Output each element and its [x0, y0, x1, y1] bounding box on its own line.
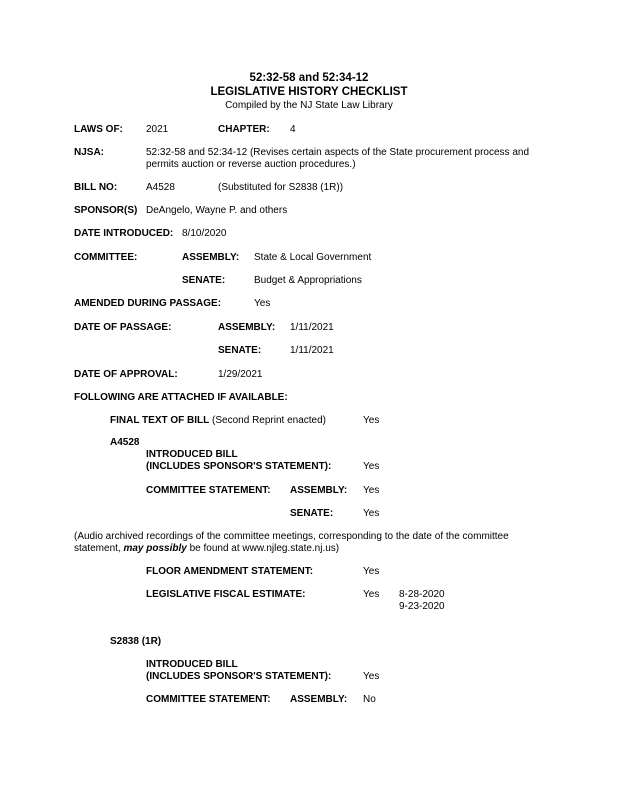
committee-assembly-label: ASSEMBLY:: [182, 252, 240, 263]
floor-amendment-value: Yes: [363, 566, 380, 577]
bill-no-note: (Substituted for S2838 (1R)): [218, 182, 344, 193]
bill-no-label: BILL NO:: [74, 182, 118, 193]
final-text-label: FINAL TEXT OF BILL: [110, 415, 210, 426]
date-introduced-label: DATE INTRODUCED:: [74, 228, 174, 239]
a4528-assembly-value: Yes: [363, 485, 380, 496]
a4528-committee-label: COMMITTEE STATEMENT:: [146, 485, 271, 496]
amended-label: AMENDED DURING PASSAGE:: [74, 298, 222, 309]
approval-label: DATE OF APPROVAL:: [74, 369, 178, 380]
document-subtitle-checklist: LEGISLATIVE HISTORY CHECKLIST: [210, 86, 408, 98]
fiscal-estimate-date1: 8-28-2020: [399, 589, 445, 600]
document-title: 52:32-58 and 52:34-12: [249, 72, 369, 84]
amended-value: Yes: [254, 298, 271, 309]
compiled-by: Compiled by the NJ State Law Library: [225, 100, 393, 111]
floor-amendment-label: FLOOR AMENDMENT STATEMENT:: [146, 566, 314, 577]
audio-note-line2: [74, 543, 339, 555]
s2838-introduced-value: Yes: [363, 671, 380, 682]
a4528-assembly-label: ASSEMBLY:: [290, 485, 348, 496]
passage-assembly-value: 1/11/2021: [290, 322, 334, 333]
a4528-senate-value: Yes: [363, 508, 380, 519]
committee-senate-label: SENATE:: [182, 275, 226, 286]
laws-of-label: LAWS OF:: [74, 124, 123, 135]
passage-senate-label: SENATE:: [218, 345, 262, 356]
final-text-value: Yes: [363, 415, 380, 426]
date-introduced-value: 8/10/2020: [182, 228, 227, 239]
s2838-committee-label: COMMITTEE STATEMENT:: [146, 694, 271, 705]
passage-senate-value: 1/11/2021: [290, 345, 334, 356]
njsa-label: NJSA:: [74, 147, 105, 158]
a4528-introduced-line1: INTRODUCED BILL: [146, 449, 238, 460]
audio-post: be found at www.njleg.state.nj.us): [186, 543, 340, 554]
final-text-line: [110, 415, 326, 427]
bill-no-value: A4528: [146, 182, 175, 193]
passage-label: DATE OF PASSAGE:: [74, 322, 172, 333]
committee-label: COMMITTEE:: [74, 252, 138, 263]
final-text-note: (Second Reprint enacted): [209, 415, 326, 426]
fiscal-estimate-value: Yes: [363, 589, 380, 600]
s2838-heading: S2838 (1R): [110, 636, 162, 647]
fiscal-estimate-date2: 9-23-2020: [399, 601, 445, 612]
chapter-label: CHAPTER:: [218, 124, 270, 135]
s2838-assembly-value: No: [363, 694, 376, 705]
committee-senate-value: Budget & Appropriations: [254, 275, 362, 286]
audio-emphasis: may possibly: [123, 543, 187, 554]
fiscal-estimate-label: LEGISLATIVE FISCAL ESTIMATE:: [146, 589, 306, 600]
chapter-value: 4: [290, 124, 296, 135]
s2838-introduced-line2: (INCLUDES SPONSOR'S STATEMENT):: [146, 671, 332, 682]
a4528-introduced-line2: (INCLUDES SPONSOR'S STATEMENT):: [146, 461, 332, 472]
audio-note-line1: (Audio archived recordings of the committee meetings, corresponding to the date of the committee: [74, 531, 509, 542]
njsa-line1: 52:32-58 and 52:34-12 (Revises certain aspects of the State procurement process and: [146, 147, 530, 158]
audio-pre: statement,: [74, 543, 124, 554]
a4528-introduced-value: Yes: [363, 461, 380, 472]
s2838-introduced-line1: INTRODUCED BILL: [146, 659, 238, 670]
a4528-senate-label: SENATE:: [290, 508, 334, 519]
njsa-line2: permits auction or reverse auction procedures.): [146, 159, 356, 170]
laws-of-value: 2021: [146, 124, 169, 135]
sponsor-label: SPONSOR(S): [74, 205, 138, 216]
passage-assembly-label: ASSEMBLY:: [218, 322, 276, 333]
a4528-heading: A4528: [110, 437, 140, 448]
sponsor-value: DeAngelo, Wayne P. and others: [146, 205, 288, 216]
s2838-assembly-label: ASSEMBLY:: [290, 694, 348, 705]
following-heading: FOLLOWING ARE ATTACHED IF AVAILABLE:: [74, 392, 288, 403]
committee-assembly-value: State & Local Government: [254, 252, 372, 263]
approval-value: 1/29/2021: [218, 369, 263, 380]
